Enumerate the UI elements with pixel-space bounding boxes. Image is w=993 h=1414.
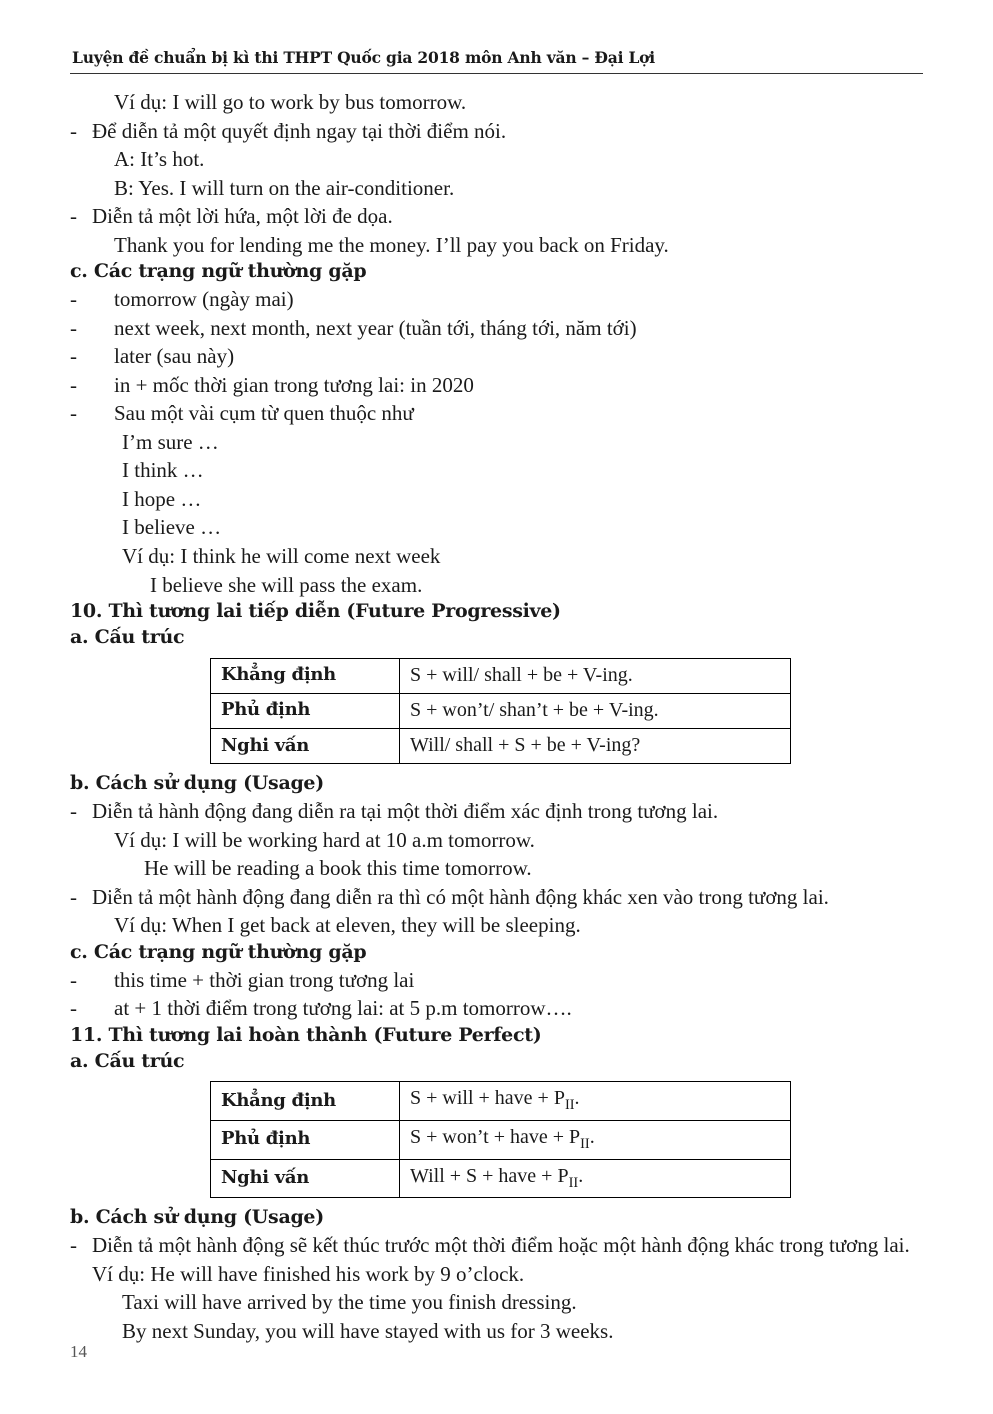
usage-text: Diễn tả hành động đang diễn ra tại một thời điểm xác định trong tương lai. bbox=[92, 799, 719, 824]
form-label: Nghi vấn bbox=[211, 729, 400, 764]
list-item-text: Sau một vài cụm từ quen thuộc như bbox=[114, 401, 414, 426]
structure-text: S + will + have + P bbox=[410, 1087, 565, 1110]
structure-suffix: . bbox=[574, 1087, 580, 1110]
list-item-text: at + 1 thời điểm trong tương lai: at 5 p.m tomorrow…. bbox=[114, 996, 572, 1021]
list-item bbox=[70, 371, 923, 400]
list-item bbox=[70, 314, 923, 343]
body-text: Ví dụ: I will go to work by bus tomorrow. bbox=[114, 90, 467, 114]
section-10-heading: 10. Thì tương lai tiếp diễn (Future Progressive) bbox=[70, 600, 561, 623]
phrase-line: I believe … bbox=[122, 515, 222, 540]
table-row bbox=[211, 1159, 791, 1198]
page-content bbox=[70, 88, 923, 1345]
form-label: Phủ định bbox=[211, 693, 400, 728]
page-header: Luyện đề chuẩn bị kì thi THPT Quốc gia 2018 môn Anh văn – Đại Lợi bbox=[70, 48, 923, 74]
section-11-sub-b: b. Cách sử dụng (Usage) bbox=[70, 1206, 324, 1229]
bullet-marker: - bbox=[70, 884, 77, 909]
table-row bbox=[211, 729, 791, 764]
form-label: Khẳng định bbox=[211, 1082, 400, 1121]
body-line bbox=[70, 174, 923, 203]
usage-line bbox=[70, 826, 923, 855]
table-row bbox=[211, 658, 791, 693]
bullet-marker: - bbox=[70, 967, 77, 992]
structure-subscript: II bbox=[580, 1136, 590, 1153]
usage-line bbox=[70, 854, 923, 883]
section-10-sub-c: c. Các trạng ngữ thường gặp bbox=[70, 940, 367, 963]
usage-line bbox=[70, 911, 923, 940]
example-line: Ví dụ: He will have finished his work by 9 o’clock. bbox=[92, 1261, 525, 1286]
structure-subscript: II bbox=[568, 1174, 579, 1191]
form-label: Nghi vấn bbox=[211, 1159, 400, 1198]
table-row bbox=[211, 693, 791, 728]
body-line bbox=[70, 88, 923, 117]
list-item bbox=[70, 285, 923, 314]
usage-text: Ví dụ: I will be working hard at 10 a.m tomorrow. bbox=[114, 827, 535, 852]
structure-subscript: II bbox=[564, 1097, 575, 1114]
list-item bbox=[70, 994, 923, 1023]
body-text: Thank you for lending me the money. I’ll pay you back on Friday. bbox=[114, 232, 669, 257]
body-text: Diễn tả một lời hứa, một lời đe dọa. bbox=[92, 204, 393, 229]
form-structure: S + won’t/ shan’t + be + V-ing. bbox=[400, 693, 791, 728]
page-number: 14 bbox=[70, 1342, 87, 1361]
example-line: Ví dụ: I think he will come next week bbox=[122, 544, 441, 569]
usage-line bbox=[70, 1231, 923, 1260]
form-label: Phủ định bbox=[211, 1121, 400, 1160]
form-label: Khẳng định bbox=[211, 658, 400, 693]
bullet-marker: - bbox=[70, 372, 77, 397]
example-line: By next Sunday, you will have stayed with us for 3 weeks. bbox=[122, 1318, 614, 1343]
bullet-marker: - bbox=[70, 401, 77, 426]
body-text: B: Yes. I will turn on the air-conditioner. bbox=[114, 175, 455, 200]
list-item-text: in + mốc thời gian trong tương lai: in 2020 bbox=[114, 372, 474, 397]
usage-text: He will be reading a book this time tomorrow. bbox=[144, 856, 532, 881]
bullet-marker: - bbox=[70, 118, 77, 143]
list-item-text: tomorrow (ngày mai) bbox=[114, 287, 294, 312]
usage-line bbox=[70, 797, 923, 826]
section-10-sub-b: b. Cách sử dụng (Usage) bbox=[70, 772, 324, 795]
list-item bbox=[70, 966, 923, 995]
usage-text: Ví dụ: When I get back at eleven, they will be sleeping. bbox=[114, 913, 581, 938]
bullet-marker: - bbox=[70, 287, 77, 312]
bullet-marker: - bbox=[70, 204, 77, 229]
future-perfect-table bbox=[210, 1081, 791, 1198]
form-structure bbox=[400, 1121, 791, 1160]
section-10-sub-a: a. Cấu trúc bbox=[70, 625, 185, 648]
body-line bbox=[70, 231, 923, 260]
future-progressive-table bbox=[210, 658, 791, 765]
bullet-marker: - bbox=[70, 344, 77, 369]
structure-suffix: . bbox=[578, 1164, 584, 1187]
body-text: A: It’s hot. bbox=[114, 147, 205, 172]
usage-line bbox=[70, 883, 923, 912]
list-item-text: next week, next month, next year (tuần tới, tháng tới, năm tới) bbox=[114, 315, 637, 340]
form-structure bbox=[400, 1159, 791, 1198]
structure-text: S + won’t + have + P bbox=[410, 1126, 581, 1149]
table-row bbox=[211, 1082, 791, 1121]
body-line bbox=[70, 117, 923, 146]
usage-text: Diễn tả một hành động sẽ kết thúc trước một thời điểm hoặc một hành động khác trong tương lai. bbox=[92, 1233, 910, 1258]
form-structure bbox=[400, 1082, 791, 1121]
subsection-c-heading: c. Các trạng ngữ thường gặp bbox=[70, 260, 367, 283]
list-item-text: this time + thời gian trong tương lai bbox=[114, 967, 415, 992]
section-11-heading: 11. Thì tương lai hoàn thành (Future Perfect) bbox=[70, 1023, 542, 1046]
body-line bbox=[70, 202, 923, 231]
phrase-line: I think … bbox=[122, 458, 204, 483]
example-line: I believe she will pass the exam. bbox=[150, 572, 423, 597]
example-line: Taxi will have arrived by the time you finish dressing. bbox=[122, 1290, 577, 1315]
bullet-marker: - bbox=[70, 996, 77, 1021]
table-row bbox=[211, 1121, 791, 1160]
list-item bbox=[70, 399, 923, 428]
form-structure: Will/ shall + S + be + V-ing? bbox=[400, 729, 791, 764]
body-line bbox=[70, 145, 923, 174]
body-text: Để diễn tả một quyết định ngay tại thời điểm nói. bbox=[92, 118, 507, 143]
list-item bbox=[70, 342, 923, 371]
list-item-text: later (sau này) bbox=[114, 344, 235, 369]
phrase-line: I hope … bbox=[122, 486, 202, 511]
bullet-marker: - bbox=[70, 1233, 77, 1258]
bullet-marker: - bbox=[70, 799, 77, 824]
section-11-sub-a: a. Cấu trúc bbox=[70, 1049, 185, 1072]
form-structure: S + will/ shall + be + V-ing. bbox=[400, 658, 791, 693]
phrase-line: I’m sure … bbox=[122, 429, 219, 454]
usage-text: Diễn tả một hành động đang diễn ra thì có một hành động khác xen vào trong tương lai. bbox=[92, 884, 829, 909]
structure-text: Will + S + have + P bbox=[410, 1164, 569, 1187]
structure-suffix: . bbox=[589, 1126, 595, 1149]
bullet-marker: - bbox=[70, 315, 77, 340]
